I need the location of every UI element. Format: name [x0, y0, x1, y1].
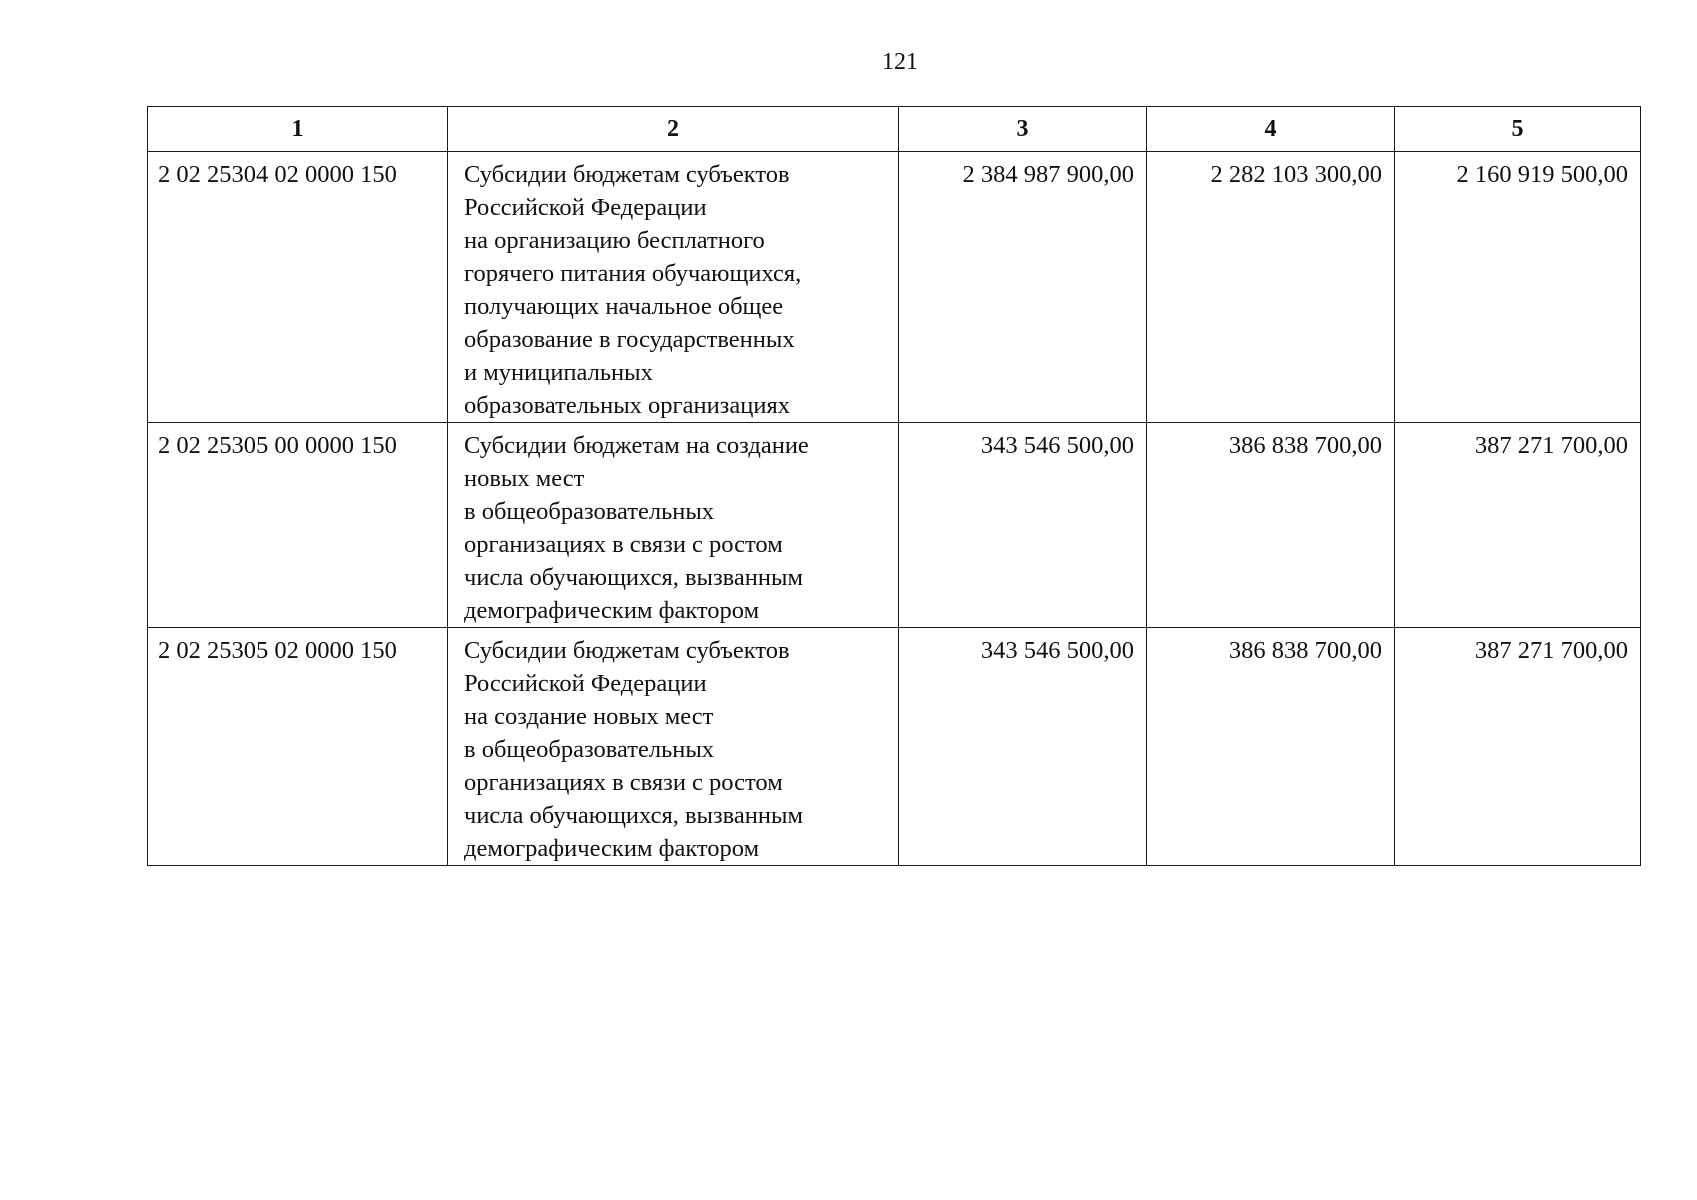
- description-cell: Субсидии бюджетам субъектов Российской Федерации на организацию бесплатного горячего питания обучающихся, получающих начальное общее образование в государственных и муниципальных образовательных организациях: [448, 152, 899, 423]
- table-row: [148, 423, 1641, 628]
- amount-cell-col3: 343 546 500,00: [899, 628, 1147, 866]
- amount-cell-col5: 387 271 700,00: [1395, 628, 1641, 866]
- amount-cell-col5: 2 160 919 500,00: [1395, 152, 1641, 423]
- table-row: [148, 152, 1641, 423]
- budget-code-cell: 2 02 25305 00 0000 150: [148, 423, 448, 628]
- page-number: 121: [882, 49, 918, 75]
- budget-table: [147, 106, 1641, 866]
- amount-cell-col5: 387 271 700,00: [1395, 423, 1641, 628]
- amount-cell-col4: 386 838 700,00: [1147, 423, 1395, 628]
- budget-code-cell: 2 02 25305 02 0000 150: [148, 628, 448, 866]
- description-cell: Субсидии бюджетам субъектов Российской Федерации на создание новых мест в общеобразовательных организациях в связи с ростом числа обучающихся, вызванным демографическим фактором: [448, 628, 899, 866]
- column-header-1: 1: [148, 107, 448, 152]
- column-header-3: 3: [899, 107, 1147, 152]
- column-header-5: 5: [1395, 107, 1641, 152]
- amount-cell-col3: 2 384 987 900,00: [899, 152, 1147, 423]
- table-row: [148, 628, 1641, 866]
- budget-code-cell: 2 02 25304 02 0000 150: [148, 152, 448, 423]
- amount-cell-col3: 343 546 500,00: [899, 423, 1147, 628]
- amount-cell-col4: 386 838 700,00: [1147, 628, 1395, 866]
- column-header-2: 2: [448, 107, 899, 152]
- description-cell: Субсидии бюджетам на создание новых мест в общеобразовательных организациях в связи с ростом числа обучающихся, вызванным демографическим фактором: [448, 423, 899, 628]
- column-header-4: 4: [1147, 107, 1395, 152]
- table-header-row: [148, 107, 1641, 152]
- amount-cell-col4: 2 282 103 300,00: [1147, 152, 1395, 423]
